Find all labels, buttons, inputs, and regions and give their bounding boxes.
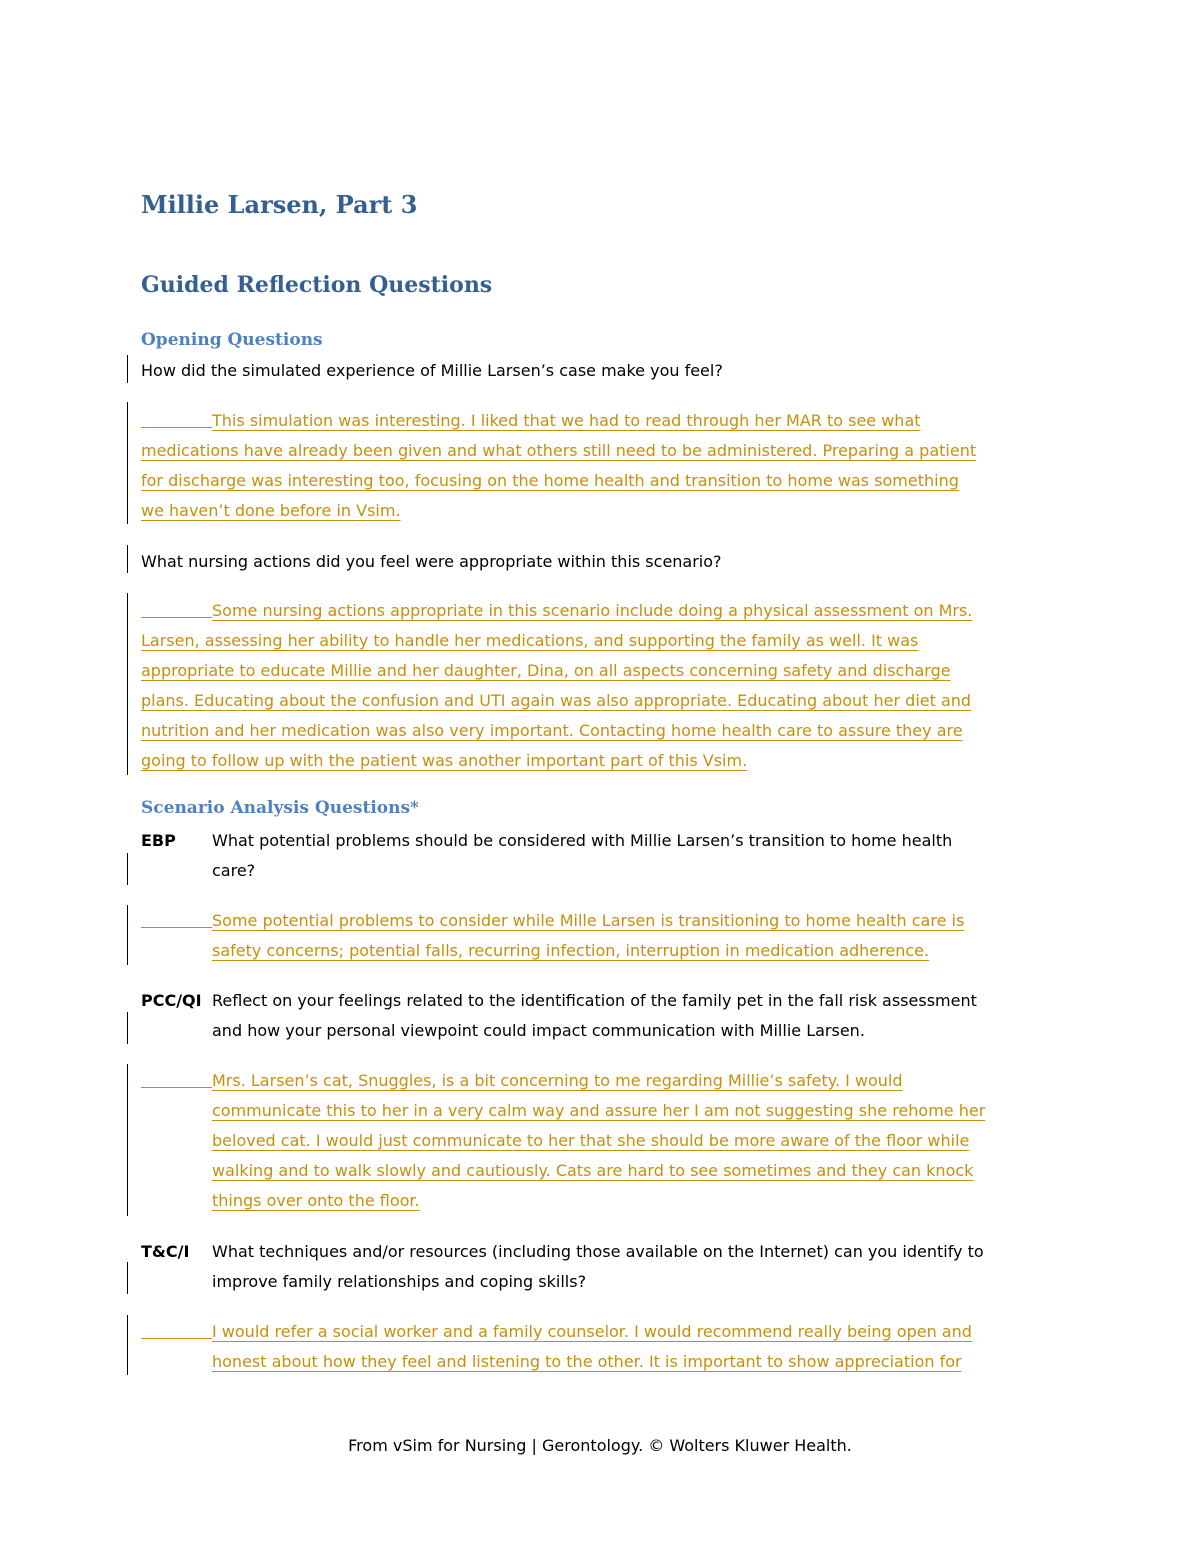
answer-line: Some nursing actions appropriate in this scenario include doing a physical assessment on Mrs. — [141, 596, 972, 626]
answer-line: nutrition and her medication was also very important. Contacting home health care to assure they are — [141, 721, 963, 740]
answer-line: This simulation was interesting. I liked that we had to read through her MAR to see what — [141, 406, 921, 436]
answer-line: Some potential problems to consider while Mille Larsen is transitioning to home health care is — [141, 906, 964, 936]
section-heading: Guided Reflection Questions — [141, 272, 493, 298]
tci-question: What techniques and/or resources (including those available on the Internet) can you identify to — [212, 1242, 984, 1261]
answer-line: going to follow up with the patient was another important part of this Vsim. — [141, 751, 748, 770]
opening-question-1: How did the simulated experience of Millie Larsen’s case make you feel? — [141, 361, 723, 380]
ebp-label: EBP — [141, 831, 176, 850]
page-footer: From vSim for Nursing | Gerontology. © Wolters Kluwer Health. — [348, 1436, 852, 1455]
change-bar — [127, 1315, 128, 1375]
page-title: Millie Larsen, Part 3 — [141, 190, 418, 219]
change-bar — [127, 545, 128, 573]
ebp-question: What potential problems should be considered with Millie Larsen’s transition to home health — [212, 831, 953, 850]
change-bar — [127, 1012, 128, 1044]
opening-questions-heading: Opening Questions — [141, 330, 323, 350]
scenario-questions-heading: Scenario Analysis Questions* — [141, 798, 419, 818]
change-bar — [127, 905, 128, 965]
answer-line: plans. Educating about the confusion and UTI again was also appropriate. Educating about her diet and — [141, 691, 972, 710]
ebp-question: care? — [212, 861, 256, 880]
tci-label: T&C/I — [141, 1242, 190, 1261]
change-bar — [127, 853, 128, 885]
answer-line: medications have already been given and what others still need to be administered. Preparing a patient — [141, 441, 977, 460]
answer-line: communicate this to her in a very calm way and assure her I am not suggesting she rehome her — [212, 1101, 986, 1120]
change-bar — [127, 593, 128, 775]
answer-line: for discharge was interesting too, focusing on the home health and transition to home was something — [141, 471, 959, 490]
answer-line: walking and to walk slowly and cautiously. Cats are hard to see sometimes and they can knock — [212, 1161, 974, 1180]
pcc-question: Reflect on your feelings related to the identification of the family pet in the fall risk assessment — [212, 991, 977, 1010]
pcc-qi-label: PCC/QI — [141, 991, 202, 1010]
change-bar — [127, 355, 128, 383]
answer-line: we haven’t done before in Vsim. — [141, 501, 401, 520]
change-bar — [127, 1262, 128, 1294]
answer-line: appropriate to educate Millie and her daughter, Dina, on all aspects concerning safety and discharge — [141, 661, 951, 680]
change-bar — [127, 1064, 128, 1216]
opening-question-2: What nursing actions did you feel were appropriate within this scenario? — [141, 552, 722, 571]
pcc-question: and how your personal viewpoint could impact communication with Millie Larsen. — [212, 1021, 865, 1040]
answer-line: beloved cat. I would just communicate to her that she should be more aware of the floor while — [212, 1131, 970, 1150]
change-bar — [127, 402, 128, 524]
answer-line: safety concerns; potential falls, recurring infection, interruption in medication adherence. — [212, 941, 930, 960]
tci-question: improve family relationships and coping skills? — [212, 1272, 587, 1291]
answer-line: I would refer a social worker and a family counselor. I would recommend really being open and — [141, 1317, 972, 1347]
answer-line: Mrs. Larsen’s cat, Snuggles, is a bit concerning to me regarding Millie’s safety. I would — [141, 1066, 903, 1096]
answer-line: Larsen, assessing her ability to handle her medications, and supporting the family as well. It was — [141, 631, 919, 650]
answer-line: honest about how they feel and listening to the other. It is important to show appreciation for — [212, 1352, 962, 1371]
answer-line: things over onto the floor. — [212, 1191, 420, 1210]
